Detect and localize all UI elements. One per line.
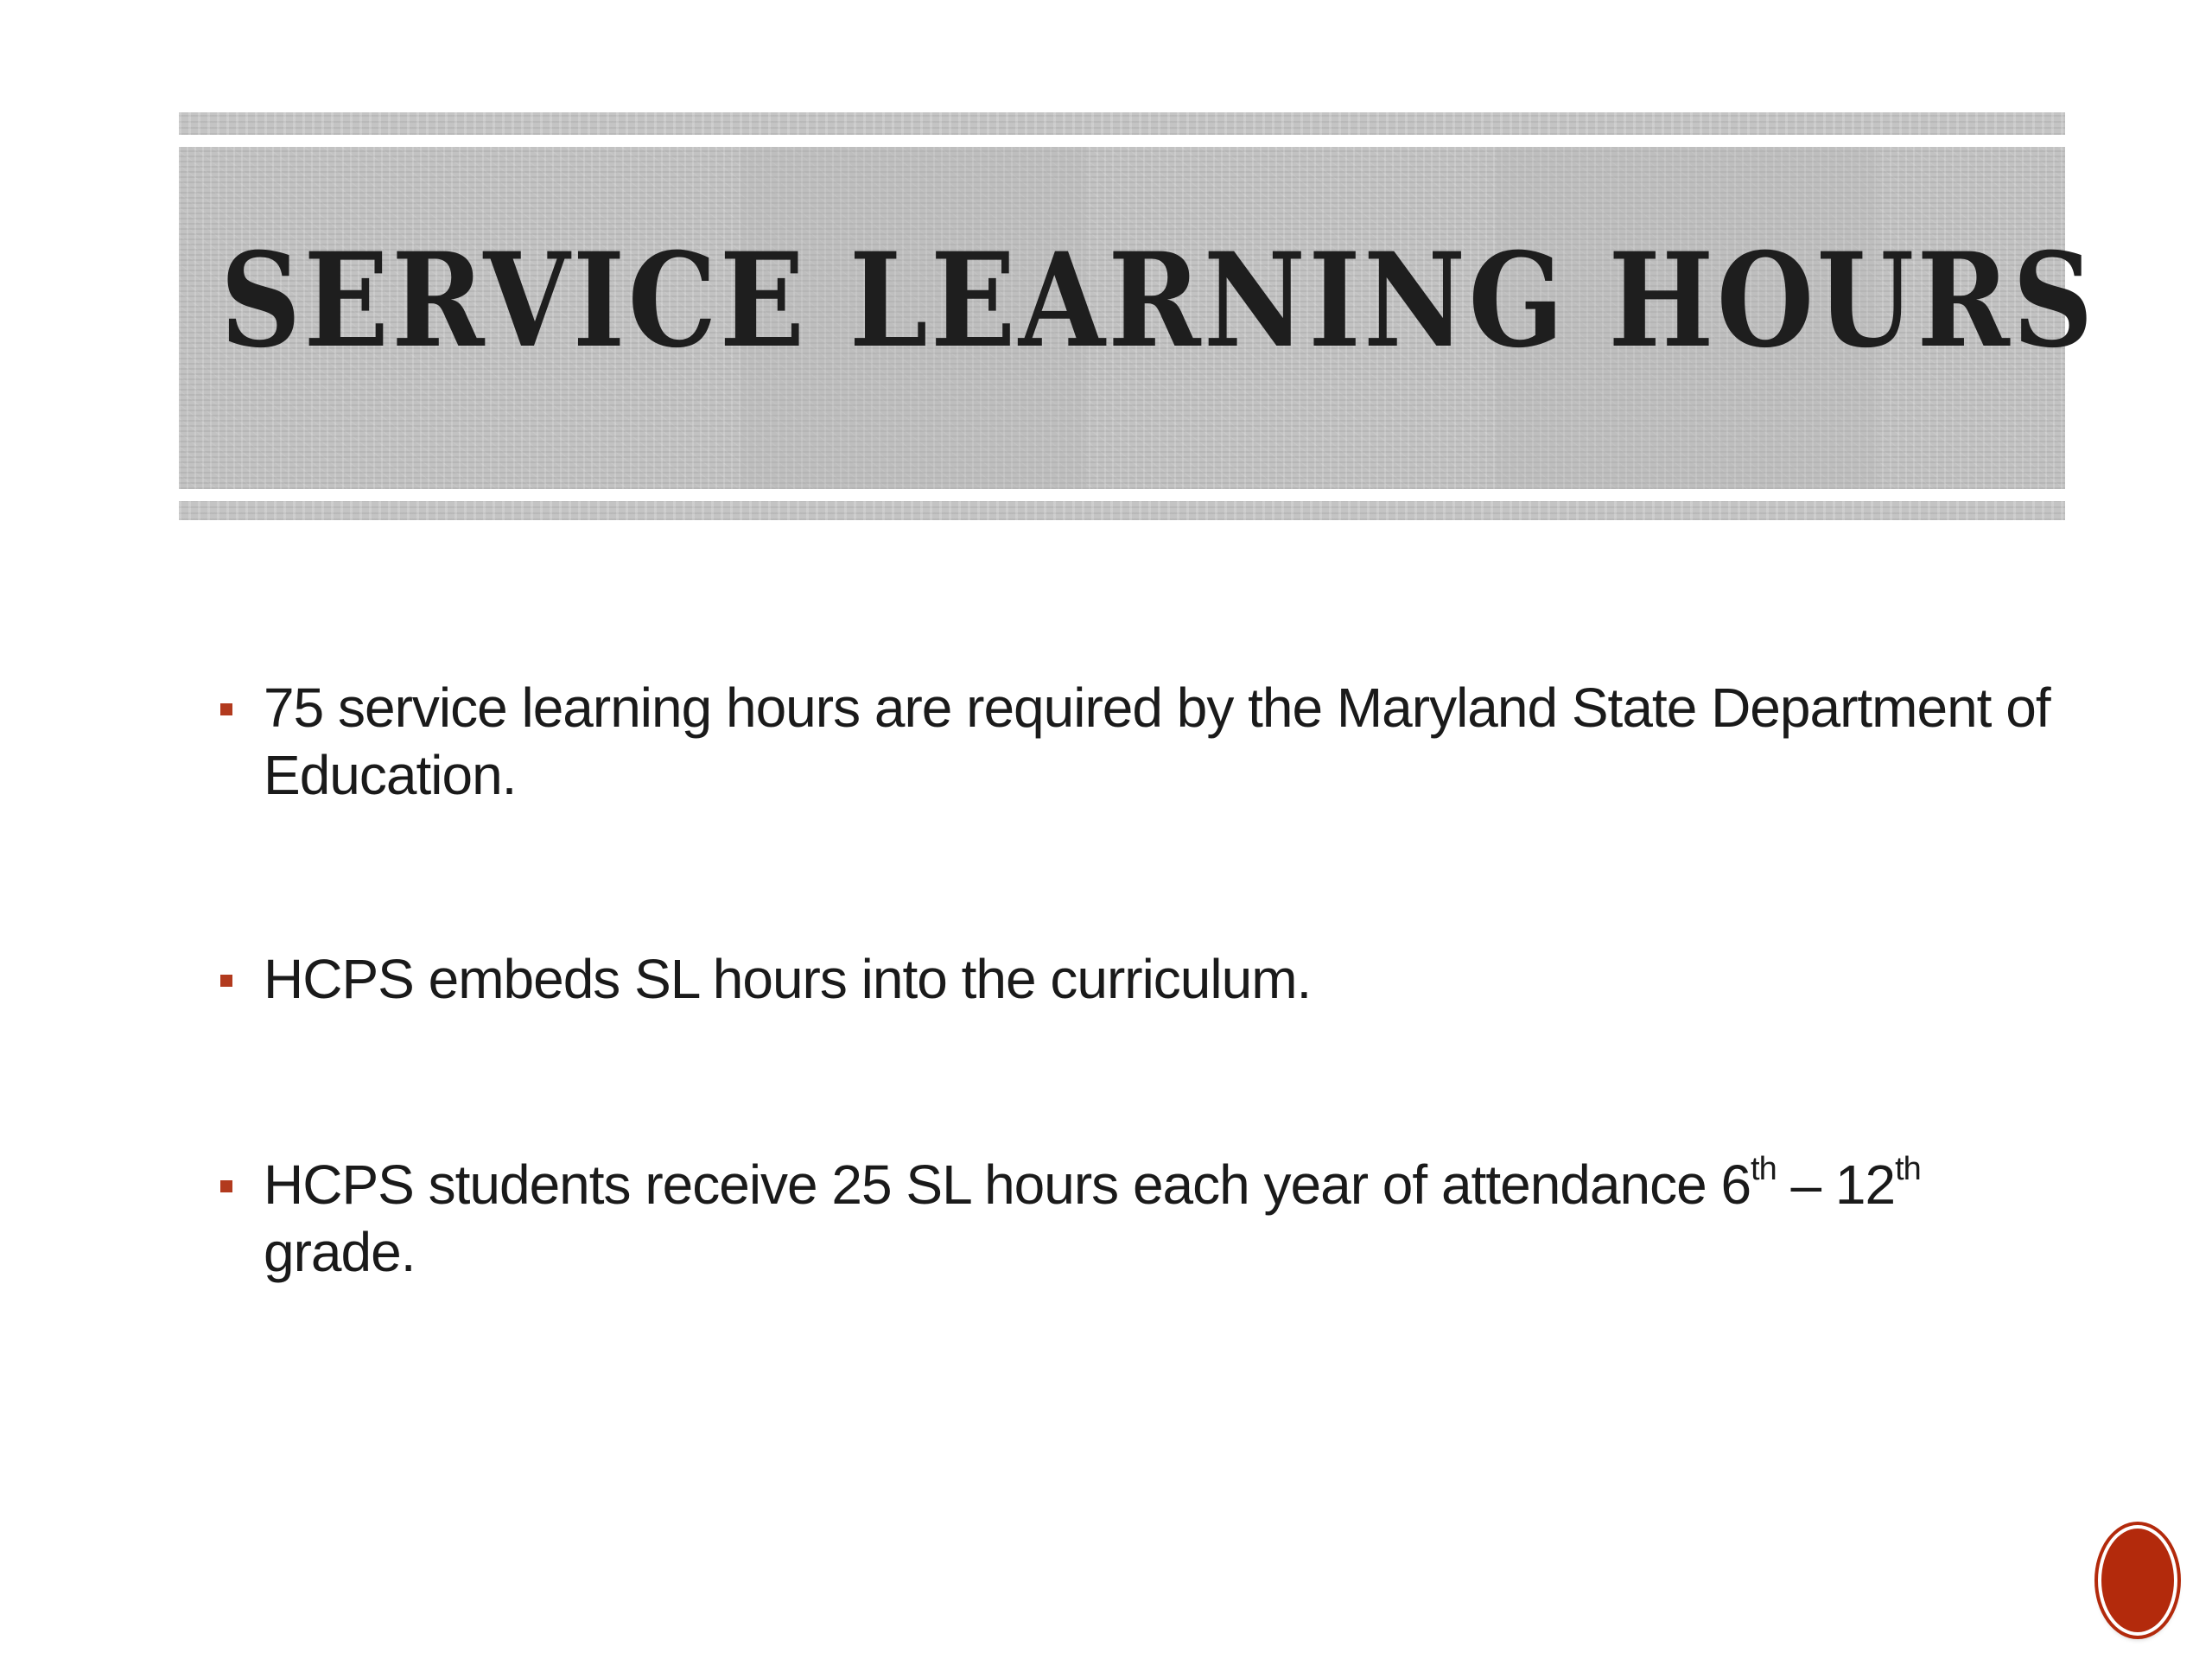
bullet-item: [220, 945, 2087, 1013]
bullet-text: 75 service learning hours are required by the Maryland State Department of Education.: [264, 677, 2050, 806]
bullet-item: [220, 1151, 2087, 1286]
bullet-item: [220, 674, 2087, 809]
ordinal-suffix: th: [1751, 1151, 1777, 1187]
bullet-text-part: grade.: [264, 1221, 416, 1283]
bullet-text-part: HCPS students receive 25 SL hours each year of attendance 6: [264, 1154, 1751, 1216]
bullet-text: HCPS embeds SL hours into the curriculum.: [264, 948, 1312, 1010]
title-banner-bottom-stripe: [179, 501, 2065, 520]
ordinal-suffix: th: [1895, 1151, 1921, 1187]
slide-nav-circle-button[interactable]: [2098, 1525, 2177, 1636]
slide-title: SERVICE LEARNING HOURS: [220, 225, 2096, 377]
bullet-text-part: – 12: [1776, 1154, 1896, 1216]
title-banner-top-stripe: [179, 112, 2065, 135]
bullet-square-icon: [220, 703, 232, 715]
bullet-square-icon: [220, 1180, 232, 1192]
bullet-list: [220, 674, 2087, 1286]
bullet-square-icon: [220, 975, 232, 987]
